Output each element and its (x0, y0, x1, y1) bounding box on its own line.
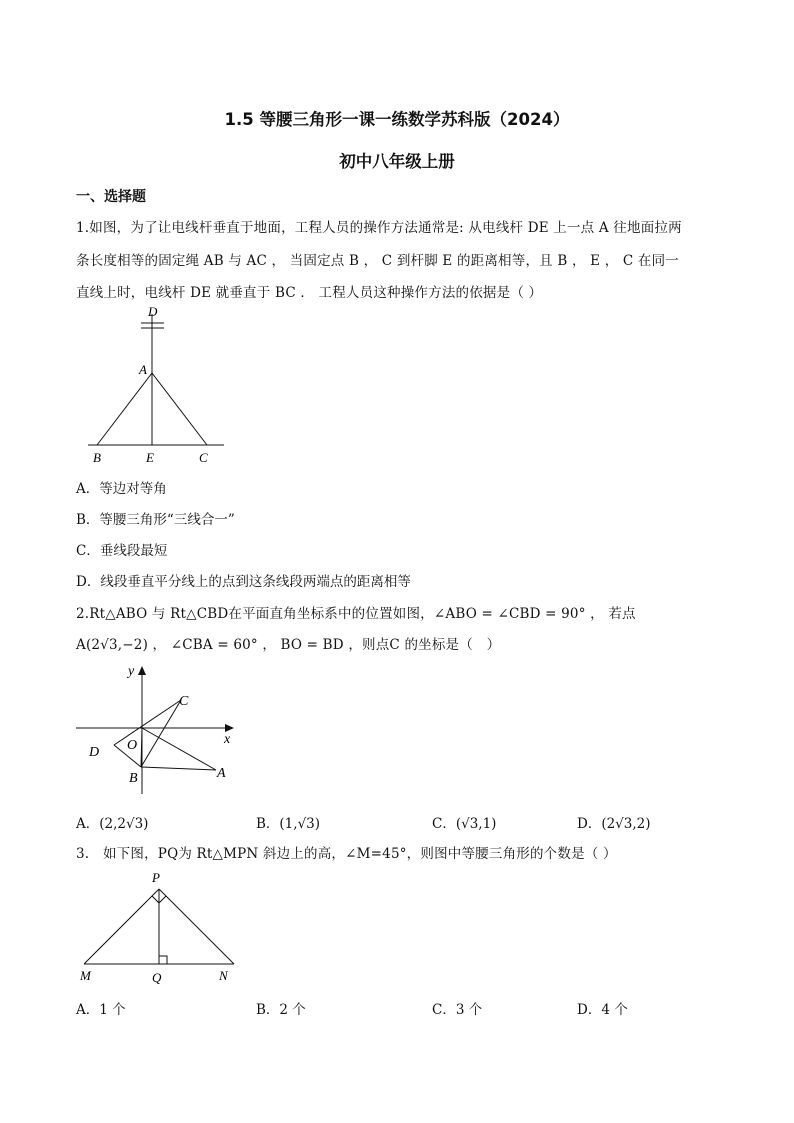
q1-option-d: D．线段垂直平分线上的点到这条线段两端点的距离相等 (76, 574, 411, 590)
q2-label-y: y (128, 664, 135, 679)
q3-right-angle-q-icon (159, 956, 167, 964)
q2-label-b: B (129, 771, 138, 786)
q3-option-b: B．2 个 (256, 1002, 306, 1018)
q3-label-n: N (219, 968, 228, 983)
q2-segment-oa (142, 728, 216, 770)
q3-label-q: Q (152, 970, 162, 985)
q3-text-line1: 3. 如下图，PQ为 Rt△MPN 斜边上的高，∠M=45°，则图中等腰三角形的个数是（ ） (76, 846, 617, 862)
page-title: 1.5 等腰三角形一课一练数学苏科版（2024） (224, 110, 570, 129)
q1-text-line1: 1.如图，为了让电线杆垂直于地面，工程人员的操作方法通常是: 从电线杆 DE 上一点 A 往地面拉两 (76, 220, 682, 236)
q2-option-a: A．(2,2√3) (76, 816, 149, 832)
q3-figure (76, 866, 246, 988)
q1-rope-ac (152, 373, 207, 445)
q1-label-b: B (93, 450, 101, 465)
q2-text-line2: A(2√3,−2) ， ∠CBA = 60° ， BO = BD ，则点C 的坐标是（ ） (76, 637, 501, 653)
page-subtitle: 初中八年级上册 (339, 152, 455, 171)
q3-label-p: P (152, 870, 160, 885)
q1-text-line3: 直线上时，电线杆 DE 就垂直于 BC ． 工程人员这种操作方法的依据是（ ） (76, 285, 543, 301)
q2-option-d: D．(2√3,2) (577, 816, 651, 832)
q2-label-d: D (89, 745, 100, 760)
q1-label-e: E (146, 450, 154, 465)
q3-label-m: M (80, 968, 91, 983)
q1-label-a: A (139, 362, 147, 377)
q2-label-x: x (224, 732, 231, 747)
q1-label-c: C (199, 450, 208, 465)
q1-text-line2: 条长度相等的固定绳 AB 与 AC ， 当固定点 B ， C 到杆脚 E 的距离相等，且 B ， E ， C 在同一 (76, 253, 680, 269)
q1-option-c: C．垂线段最短 (76, 543, 168, 559)
q1-rope-ab (97, 373, 152, 445)
q2-label-c: C (179, 694, 189, 709)
q3-segment-mp (84, 889, 159, 964)
q2-x-arrow-icon (225, 724, 234, 732)
q2-label-a: A (217, 766, 226, 781)
q2-segment-ba (141, 767, 216, 770)
q3-option-a: A．1 个 (76, 1002, 126, 1018)
q2-option-b: B．(1,√3) (256, 816, 321, 832)
section-heading: 一、选择题 (76, 189, 146, 205)
q2-y-arrow-icon (138, 666, 146, 675)
q3-segment-pn (159, 889, 234, 964)
q2-label-o: O (127, 738, 138, 753)
q3-option-d: D．4 个 (577, 1002, 628, 1018)
q1-option-b: B．等腰三角形“三线合一” (76, 512, 235, 528)
q1-figure (84, 302, 232, 468)
q1-label-d: D (148, 304, 158, 319)
q1-option-a: A．等边对等角 (76, 481, 167, 497)
q2-option-c: C．(√3,1) (432, 816, 497, 832)
q2-figure (74, 660, 244, 800)
q2-segment-bc (141, 700, 181, 767)
q2-segment-cd (114, 700, 181, 745)
q2-text-line1: 2.Rt△ABO 与 Rt△CBD在平面直角坐标系中的位置如图，∠ABO = ∠CBD = 90° ， 若点 (76, 606, 636, 622)
q3-option-c: C．3 个 (432, 1002, 483, 1018)
